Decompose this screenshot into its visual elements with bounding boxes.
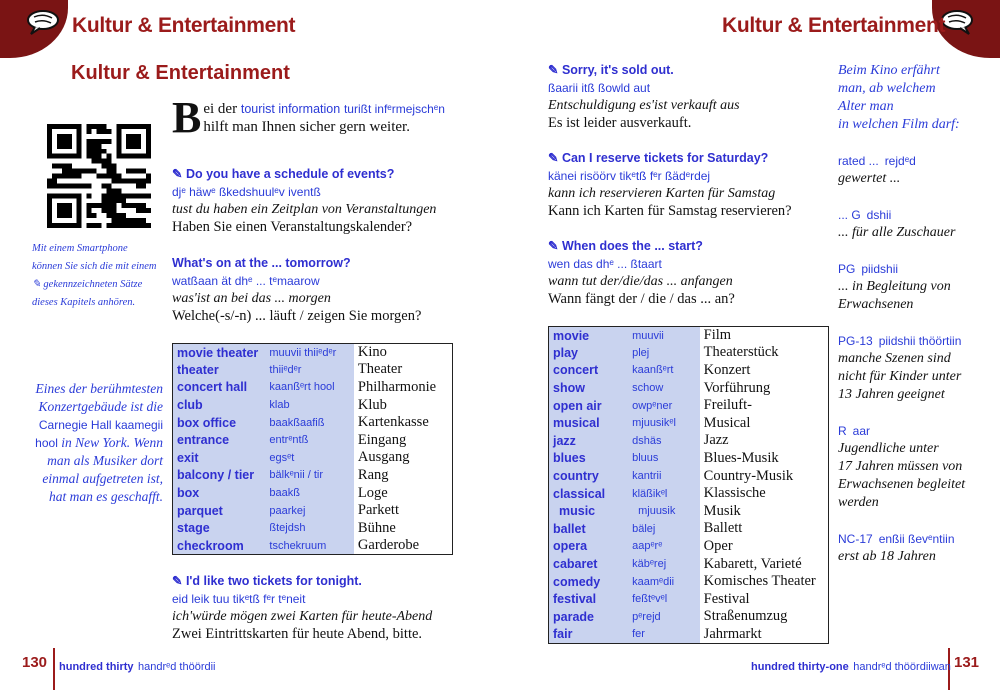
vocab-row [549,397,829,415]
vocab-german: Country-Musik [700,467,829,485]
vocab-german: Philharmonie [354,379,453,397]
footer-english: hundred thirty [59,661,134,673]
phrase-block [172,573,432,643]
vocab-table-right [548,326,829,644]
vocab-english: country [549,467,629,485]
phrase-english: ✎ Can I reserve tickets for Saturday? [548,151,769,165]
vocab-english: box office [173,414,266,432]
carnegie-text-end: in New York. Wenn man als Musiker dort einmal aufgetreten ist, hat man es geschafft. [42,435,163,504]
rating-phonetic: piidshii thöörtiin [878,334,962,348]
ratings-sidebar [838,62,968,566]
vocab-row [549,555,829,573]
footer-phonetic: handrᵉd thöördiiwan [853,661,951,673]
vocab-german: Ballett [700,520,829,538]
vocab-english: cabaret [549,555,629,573]
rating-code-line [838,151,968,170]
rating-description: nicht für Kinder unter [838,369,962,384]
phrase-block [548,62,740,132]
rating-description: erst ab 18 Jahren [838,549,936,564]
vocab-phonetic: baakßaafiß [265,414,354,432]
vocab-phonetic: mjuusikᵉl [628,414,700,432]
vocab-english: concert hall [173,379,266,397]
running-header-right: Kultur & Entertainment [722,14,946,37]
phrase-german: Zwei Eintrittskarten für heute Abend, bitte. [172,625,423,642]
vocab-phonetic: kantrii [628,467,700,485]
vocab-german: Oper [700,538,829,556]
page-number-right: 131 [954,654,980,671]
phrase-german: Es ist leider ausverkauft. [548,114,692,131]
vocab-english: movie [549,327,629,345]
vocab-row [549,573,829,591]
section-title: Kultur & Entertainment [71,62,290,84]
rating-description: werden [838,495,879,510]
rating-description: 17 Jahren müssen von [838,459,963,474]
vocab-english: music [549,502,629,520]
speech-bubble-icon [26,9,60,35]
vocab-phonetic: bälej [628,520,700,538]
rating-code: R [838,424,847,438]
intro-text: ei der [203,101,241,117]
vocab-english: fair [549,626,629,644]
vocab-english: festival [549,590,629,608]
vocab-german: Kartenkasse [354,414,453,432]
vocab-phonetic: egsᵉt [265,449,354,467]
vocab-german: Loge [354,484,453,502]
vocab-german: Komisches Theater [700,573,829,591]
vocab-english: ballet [549,520,629,538]
phrase-block [172,166,436,236]
phrase-phonetic: ßaarii itß ßowld aut [548,80,651,95]
rating-code-line [838,259,968,278]
vocab-row [173,484,453,502]
vocab-german: Film [700,327,829,345]
vocab-german: Parkett [354,502,453,520]
rating-code: PG-13 [838,334,873,348]
phrase-phonetic: wen das dhᵉ ... ßtaart [548,256,662,271]
vocab-english: open air [549,397,629,415]
phrase-block [548,238,735,308]
vocab-row [549,590,829,608]
vocab-phonetic: aapᵉrᵉ [628,538,700,556]
vocab-english: concert [549,362,629,380]
carnegie-phonetic: kaamegii hool [35,418,163,450]
vocab-english: checkroom [173,537,266,555]
carnegie-name: Carnegie Hall [38,418,112,432]
vocab-german: Bühne [354,519,453,537]
vocab-german: Festival [700,590,829,608]
phrase-german: Kann ich Karten für Samstag reservieren? [548,202,792,219]
vocab-german: Klub [354,396,453,414]
vocab-table-left [172,343,453,555]
qr-code[interactable] [47,124,151,228]
vocab-phonetic: baakß [265,484,354,502]
vocab-phonetic: schow [628,379,700,397]
phrase-english: ✎ Sorry, it's sold out. [548,63,674,77]
vocab-german: Theaterstück [700,344,829,362]
vocab-row [549,414,829,432]
rating-description: Jugendliche unter [838,441,939,456]
vocab-phonetic: owpᵉner [628,397,700,415]
vocab-row [549,520,829,538]
vocab-row [173,344,453,362]
vocab-phonetic: mjuusik [628,502,700,520]
rating-code-line [838,205,968,224]
vocab-phonetic: ßtejdsh [265,519,354,537]
phrase-literal: ich'würde mögen zwei Karten für heute-Abend [172,609,433,624]
footer-left [22,654,47,672]
vocab-english: musical [549,414,629,432]
vocab-english: parade [549,608,629,626]
phrase-phonetic: känei risöörv tikᵉtß fᵉr ßädᵉrdej [548,168,711,183]
vocab-german: Kino [354,344,453,362]
footer-english: hundred thirty-one [751,661,849,673]
rating-phonetic: piidshii [861,262,899,276]
vocab-german: Kabarett, Varieté [700,555,829,573]
vocab-english: play [549,344,629,362]
vocab-english: parquet [173,502,266,520]
phrase-german: Welche(-s/-n) ... läuft / zeigen Sie morgen? [172,307,422,324]
vocab-german: Jahrmarkt [700,626,829,644]
vocab-english: classical [549,485,629,503]
intro-paragraph [172,93,462,142]
vocab-phonetic: feßtᵉvᵉl [628,590,700,608]
vocab-english: stage [173,519,266,537]
rating-phonetic: dshii [866,208,892,222]
footer-rule-left [53,648,55,690]
rating-description: ... für alle Zuschauer [838,225,956,240]
vocab-row [173,431,453,449]
phrase-german: Wann fängt der / die / das ... an? [548,290,735,307]
vocab-row [173,414,453,432]
qr-code-icon [47,124,151,228]
rating-description: 13 Jahren geeignet [838,387,945,402]
footer-right [954,654,979,672]
rating-phonetic: enßii ßevᵉntiin [878,532,955,546]
rating-phonetic: aar [852,424,871,438]
vocab-english: jazz [549,432,629,450]
phrase-literal: tust du haben ein Zeitplan von Veranstaltungen [172,202,437,217]
audio-icon[interactable]: ✎ [548,239,562,253]
ratings-intro-line: Alter man [838,99,894,114]
vocab-german: Vorführung [700,379,829,397]
phrase-german: Haben Sie einen Veranstaltungskalender? [172,218,413,235]
vocab-german: Klassische [700,485,829,503]
vocab-german: Blues-Musik [700,450,829,468]
phrase-phonetic: djᵉ häwᵉ ßkedshuulᵉv iventß [172,184,321,199]
phrase-phonetic: eid leik tuu tikᵉtß fᵉr tᵉneit [172,591,306,606]
intro-term-phonetic: turißt infᵉrmejschᵉn [343,102,445,116]
vocab-phonetic: kaanßᵉrt [628,362,700,380]
phrase-english: What's on at the ... tomorrow? [172,256,351,270]
vocab-english: show [549,379,629,397]
vocab-german: Jazz [700,432,829,450]
qr-note: Mit einem Smartphone können Sie sich die mit einem ✎ gekennzeichneten Sätze dieses Kapitels anhören. [32,243,157,308]
phrase-literal: was'ist an bei das ... morgen [172,291,331,306]
vocab-german: Garderobe [354,537,453,555]
vocab-english: balcony / tier [173,467,266,485]
phrase-block [548,150,792,220]
vocab-row [173,361,453,379]
vocab-row [173,467,453,485]
vocab-phonetic: bluus [628,450,700,468]
vocab-german: Musical [700,414,829,432]
vocab-german: Rang [354,467,453,485]
rating-description: manche Szenen sind [838,351,951,366]
rating-code: ... G [838,208,861,222]
phrase-english: ✎ Do you have a schedule of events? [172,167,395,181]
vocab-phonetic: bälkᵉnii / tir [265,467,354,485]
rating-code: rated ... [838,154,879,168]
rating-code: PG [838,262,856,276]
vocab-english: movie theater [173,344,266,362]
vocab-german: Eingang [354,431,453,449]
corner-decoration-left [0,0,68,58]
vocab-phonetic: kaamᵉdii [628,573,700,591]
vocab-phonetic: kaanßᵉrt hool [265,379,354,397]
vocab-row [173,396,453,414]
audio-icon[interactable]: ✎ [548,63,562,77]
vocab-phonetic: klab [265,396,354,414]
carnegie-note [30,380,163,506]
page-number-left: 130 [22,654,48,671]
vocab-german: Musik [700,502,829,520]
vocab-phonetic: plej [628,344,700,362]
vocab-row [549,538,829,556]
vocab-row [549,379,829,397]
vocab-row [173,537,453,555]
carnegie-text: Eines der berühmtesten Konzertgebäude ist die [35,381,163,414]
vocab-row [173,379,453,397]
vocab-phonetic: tschekruum [265,537,354,555]
ratings-intro-line: in welchen Film darf: [838,117,960,132]
footer-right-text [751,657,951,675]
phrase-phonetic: watßaan ät dhᵉ ... tᵉmaarow [172,273,320,288]
vocab-row [549,467,829,485]
vocab-german: Konzert [700,362,829,380]
vocab-english: box [173,484,266,502]
vocab-row [549,327,829,345]
vocab-german: Straßenumzug [700,608,829,626]
vocab-row [549,362,829,380]
vocab-english: opera [549,538,629,556]
vocab-german: Freiluft- [700,397,829,415]
audio-icon[interactable]: ✎ [172,574,186,588]
vocab-row [549,344,829,362]
vocab-english: comedy [549,573,629,591]
vocab-phonetic: entrᵉntß [265,431,354,449]
vocab-row [549,626,829,644]
phrase-literal: kann ich reservieren Karten für Samstag [548,186,776,201]
vocab-phonetic: kläßikᵉl [628,485,700,503]
vocab-phonetic: fer [628,626,700,644]
vocab-row [549,450,829,468]
phrase-english: ✎ When does the ... start? [548,239,703,253]
vocab-english: blues [549,450,629,468]
vocab-phonetic: muuvii [628,327,700,345]
vocab-row [173,449,453,467]
vocab-english: club [173,396,266,414]
footer-left-text [59,657,216,675]
vocab-phonetic: käbᵉrej [628,555,700,573]
vocab-row [549,502,829,520]
vocab-phonetic: paarkej [265,502,354,520]
phrase-block [172,255,421,325]
rating-description: Erwachsenen begleitet [838,477,966,492]
vocab-phonetic: dshäs [628,432,700,450]
rating-description: gewertet ... [838,171,901,186]
audio-icon[interactable]: ✎ [172,167,186,181]
audio-icon[interactable]: ✎ [548,151,562,165]
footer-phonetic: handrᵉd thöördii [138,661,216,673]
phrase-english: ✎ I'd like two tickets for tonight. [172,574,362,588]
vocab-phonetic: muuvii thiiᵉdᵉr [265,344,354,362]
vocab-row [549,608,829,626]
vocab-english: theater [173,361,266,379]
vocab-row [549,432,829,450]
rating-description: Erwachsenen [838,297,914,312]
ratings-intro-line: Beim Kino erfährt [838,63,940,78]
phrase-literal: Entschuldigung es'ist verkauft aus [548,98,740,113]
rating-phonetic: rejdᵉd [884,154,916,168]
vocab-row [173,519,453,537]
vocab-german: Ausgang [354,449,453,467]
vocab-phonetic: thiiᵉdᵉr [265,361,354,379]
rating-code-line [838,331,968,350]
rating-code: NC-17 [838,532,873,546]
phrase-literal: wann tut der/die/das ... anfangen [548,274,733,289]
rating-code-line [838,421,968,440]
intro-text-end: hilft man Ihnen sicher gern weiter. [203,119,410,135]
vocab-row [173,502,453,520]
intro-term: tourist information [240,102,341,116]
drop-cap: B [172,93,202,142]
vocab-english: exit [173,449,266,467]
vocab-phonetic: pᵉrejd [628,608,700,626]
vocab-german: Theater [354,361,453,379]
vocab-english: entrance [173,431,266,449]
vocab-row [549,485,829,503]
rating-code-line [838,529,968,548]
running-header-left: Kultur & Entertainment [72,14,296,37]
rating-description: ... in Begleitung von [838,279,951,294]
ratings-intro-line: man, ab welchem [838,81,936,96]
